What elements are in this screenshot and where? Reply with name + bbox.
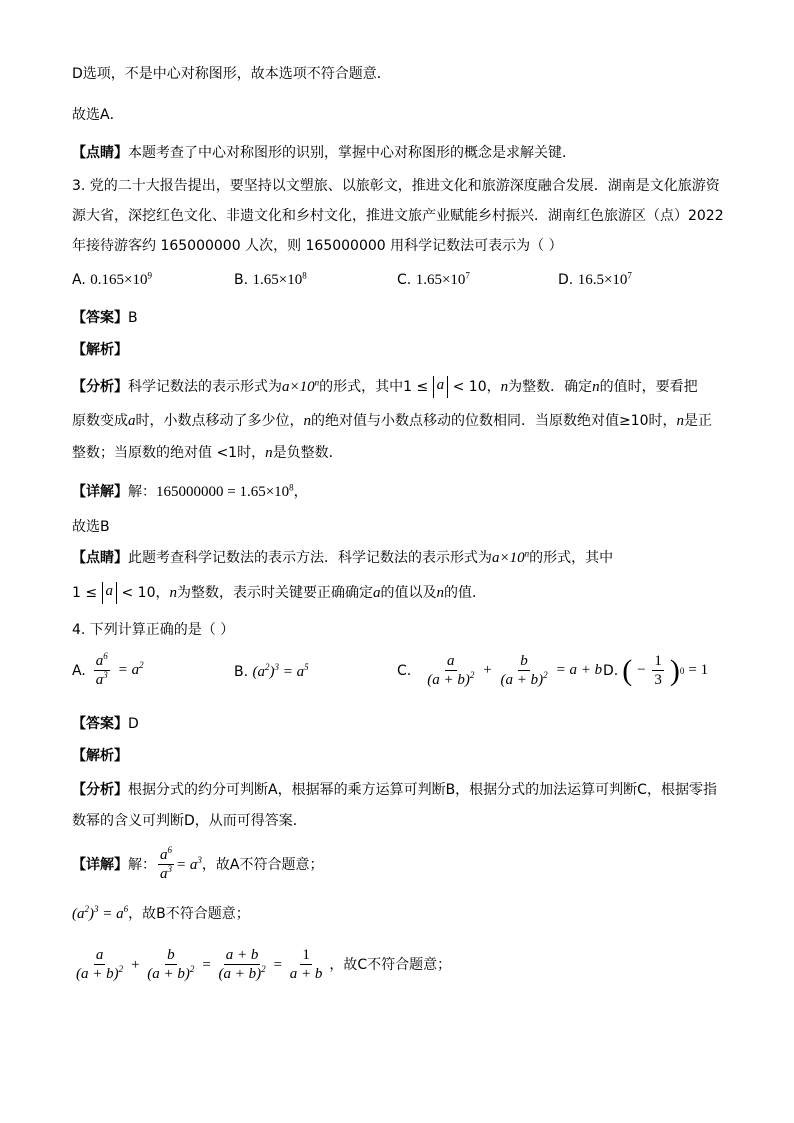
math: $(a^2)^3 = a^5$ — [252, 662, 309, 680]
tag-xiangjie: 【详解】 — [72, 484, 128, 500]
text: ，故A不符合题意； — [201, 856, 324, 873]
text: 为整数．确定 — [508, 379, 593, 395]
text: < 10， — [121, 585, 170, 601]
text: ， — [293, 484, 308, 500]
fenxi-line — [72, 411, 712, 431]
question-3-line: 年接待游客约 165000000 人次，则 165000000 用科学记数法可表示为（ ） — [72, 238, 563, 254]
text: 的形式，其中 — [529, 550, 614, 566]
option-value: 1.65×10 — [415, 272, 466, 288]
math: 165000000 = 1.65×10 — [156, 484, 290, 500]
text: 此题考查科学记数法的表示方法．科学记数法的表示形式为 — [128, 550, 492, 566]
fraction: $\frac{1}{a + b}$ — [289, 947, 323, 982]
fraction: $\frac{a^6}{a^3}$ — [95, 651, 108, 688]
abs-value: a — [102, 582, 118, 604]
text: 是负整数． — [272, 445, 343, 461]
math: = 1 — [688, 662, 709, 678]
math: n — [169, 585, 177, 601]
analysis-line — [72, 746, 128, 766]
option-b — [234, 272, 307, 289]
text: 解： — [128, 856, 156, 873]
exponent: 7 — [465, 270, 470, 281]
text: 的值时，要看把 — [599, 379, 698, 395]
analysis-line — [72, 340, 128, 360]
fenxi-line: 数幂的含义可判断D，从而可得答案． — [72, 813, 307, 829]
fraction: $\frac{a}{(a + b)^2}$ — [427, 653, 475, 688]
tag-xiangjie: 【详解】 — [72, 856, 128, 873]
math: = $a^3$ — [176, 854, 202, 873]
math: n — [303, 413, 311, 429]
dianjing-line — [72, 548, 613, 568]
math: + — [130, 956, 141, 973]
fraction: $\frac{b}{(a + b)^2}$ — [147, 947, 195, 982]
math: a×10 — [282, 379, 315, 395]
text: 的绝对值与小数点移动的位数相同．当原数绝对值≥10时， — [311, 413, 677, 429]
text-line — [72, 143, 576, 163]
text-line: 故选B — [72, 519, 110, 535]
math: a×10 — [492, 550, 525, 566]
text: 本题考查了中心对称图形的识别，掌握中心对称图形的概念是求解关键． — [128, 145, 576, 161]
option-label: A. — [72, 272, 86, 288]
math: = — [272, 956, 283, 973]
math: a — [128, 413, 136, 429]
math: n — [500, 379, 509, 395]
option-c — [397, 272, 470, 289]
math: n — [436, 585, 444, 601]
math: a — [373, 585, 381, 601]
text-line: 故选A． — [72, 107, 124, 123]
text: ，故C不符合题意； — [329, 956, 452, 973]
math: n — [265, 445, 273, 461]
option-a — [72, 272, 152, 289]
xiangjie-line — [72, 904, 250, 924]
option-value: 0.165×10 — [90, 272, 148, 288]
answer-line — [72, 714, 139, 734]
text: 解： — [128, 484, 156, 500]
text: < 10， — [452, 379, 501, 395]
fraction: $\frac{a}{(a + b)^2}$ — [76, 947, 124, 982]
paren: ( — [622, 653, 633, 687]
tag-answer: 【答案】 — [72, 310, 128, 326]
option-label: B. — [234, 664, 249, 680]
option-label: A. — [72, 662, 86, 679]
exponent: 7 — [627, 270, 632, 281]
exponent: 9 — [147, 270, 152, 281]
math: − — [636, 662, 647, 678]
q4-option-c — [397, 652, 602, 689]
fenxi-line — [72, 780, 717, 800]
option-label: C. — [397, 662, 412, 679]
tag-dianjing: 【点睛】 — [72, 145, 128, 161]
tag-fenxi: 【分析】 — [72, 782, 128, 798]
math: n — [676, 413, 685, 429]
q4-option-b — [234, 664, 309, 681]
text: 的值． — [444, 585, 486, 601]
option-label: C. — [397, 272, 412, 288]
text: 的形式，其中1 ≤ — [319, 379, 429, 395]
math: n — [592, 379, 600, 395]
fenxi-line — [72, 376, 698, 398]
math: $(a^2)^3 = a^6$ — [72, 904, 129, 922]
xiangjie-line — [72, 846, 323, 883]
option-label: D. — [603, 662, 619, 679]
fraction: $\frac{a + b}{(a + b)^2}$ — [218, 947, 266, 982]
tag-answer: 【答案】 — [72, 716, 128, 732]
tag-fenxi: 【分析】 — [72, 379, 128, 395]
text: 是正 — [684, 413, 713, 429]
math: + — [482, 662, 493, 678]
q4-option-a — [72, 652, 144, 689]
text: 为整数，表示时关键要正确确定 — [177, 585, 373, 601]
text: ，故B不符合题意； — [128, 906, 250, 922]
tag-jiexi: 【解析】 — [72, 748, 128, 764]
text: 的值以及 — [380, 585, 437, 601]
answer-line — [72, 308, 138, 328]
text: 1 ≤ — [72, 585, 98, 601]
question-3-line: 源大省，深挖红色文化、非遗文化和乡村文化，推进文旅产业赋能乡村振兴．湖南红色旅游区（点）2022 — [72, 208, 724, 224]
exponent: n — [314, 377, 320, 388]
question-3-line: 3. 党的二十大报告提出，要坚持以文塑旅、以旅彰文，推进文化和旅游深度融合发展．湖南是文化旅游资 — [72, 178, 720, 194]
tag-jiexi: 【解析】 — [72, 342, 128, 358]
answer-value: D — [128, 716, 139, 732]
xiangjie-line — [72, 482, 308, 502]
option-label: D. — [558, 272, 574, 288]
paren: ) — [669, 653, 680, 687]
option-d — [558, 272, 632, 289]
abs-value: a — [433, 376, 449, 398]
math: = a + b — [555, 662, 603, 678]
question-4-line: 4. 下列计算正确的是（ ） — [72, 622, 235, 638]
fraction: $\frac{a^6}{a^3}$ — [160, 845, 172, 882]
option-value: 16.5×10 — [577, 272, 628, 288]
text: 时，小数点移动了多少位， — [135, 413, 304, 429]
option-label: B. — [234, 272, 249, 288]
math: = $a^2$ — [117, 660, 144, 678]
dianjing-line — [72, 582, 486, 604]
exponent: n — [524, 548, 530, 559]
text: 原数变成 — [72, 413, 128, 429]
option-value: 1.65×10 — [252, 272, 303, 288]
xiangjie-line — [72, 946, 451, 983]
text: 根据分式的约分可判断A，根据幂的乘方运算可判断B，根据分式的加法运算可判断C，根据零指 — [128, 782, 717, 798]
exponent: 8 — [289, 482, 294, 493]
tag-dianjing: 【点睛】 — [72, 550, 128, 566]
q4-option-d: D. ( − $\frac{1}{3}$ ) 0 = 1 — [603, 653, 709, 688]
text-line: D选项，不是中心对称图形，故本选项不符合题意． — [72, 66, 391, 82]
text: 科学记数法的表示形式为 — [128, 379, 282, 395]
math: = — [201, 956, 212, 973]
exponent: 8 — [302, 270, 307, 281]
fraction: $\frac{b}{(a + b)^2}$ — [500, 653, 548, 688]
answer-value: B — [128, 310, 138, 326]
fraction: $\frac{1}{3}$ — [654, 653, 662, 688]
text: 整数；当原数的绝对值 <1时， — [72, 445, 266, 461]
fenxi-line — [72, 443, 343, 463]
